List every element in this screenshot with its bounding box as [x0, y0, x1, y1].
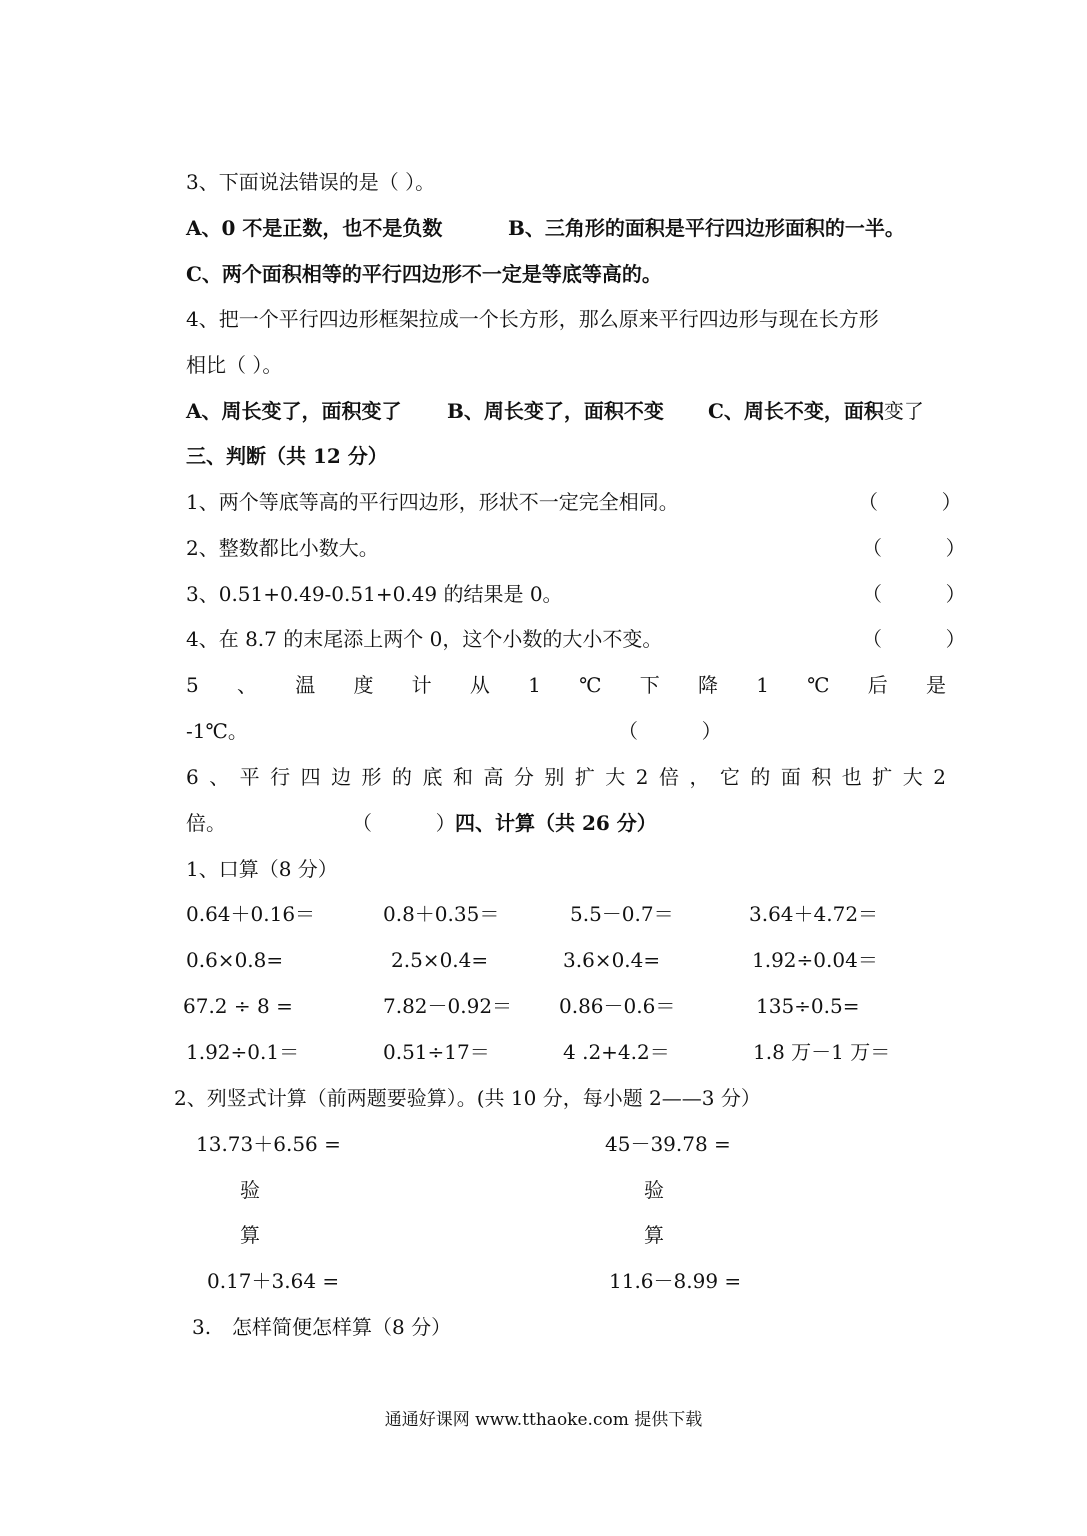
oral-cell: 3.6×0.4= — [563, 948, 661, 972]
q4-option-c-bold: C、周长不变，面积 — [708, 399, 884, 423]
judge-item-6-token: 2 — [635, 765, 649, 789]
judge-item-5-token: 、 — [236, 673, 257, 697]
judge-item-6-token: 大 — [605, 765, 626, 789]
judge-item-4-paren: （ ） — [862, 627, 966, 651]
judge-item-6-token: 行 — [270, 765, 291, 789]
judge-item-5-token: ℃ — [579, 673, 602, 697]
q4-stem-line2: 相比（ ）。 — [186, 353, 283, 377]
judge-item-6-token: 面 — [780, 765, 801, 789]
judge-item-6-token: 倍 — [658, 765, 679, 789]
oral-cell: 0.51÷17＝ — [383, 1040, 490, 1064]
judge-item-6-token: 的 — [392, 765, 413, 789]
oral-cell: 0.8＋0.35＝ — [383, 902, 500, 926]
judge-item-5-token: 5 — [186, 673, 199, 697]
judge-item-1-paren: （ ） — [858, 490, 962, 514]
oral-cell: 3.64＋4.72＝ — [749, 902, 879, 926]
vertical-left-2: 0.17＋3.64 = — [207, 1269, 340, 1293]
oral-cell: 1.92÷0.04＝ — [752, 948, 878, 972]
check-char-left-2: 算 — [240, 1223, 260, 1247]
q4-option-c — [708, 398, 924, 424]
oral-cell: 1.8 万－1 万＝ — [753, 1040, 891, 1064]
judge-item-4: 4、在 8.7 的末尾添上两个 0，这个小数的大小不变。 — [186, 627, 663, 651]
judge-item-1: 1、两个等底等高的平行四边形，形状不一定完全相同。 — [186, 490, 679, 514]
q4-option-c-tail: 变了 — [883, 399, 924, 423]
judge-item-6-token: 也 — [841, 765, 862, 789]
judge-item-5-token: 后 — [867, 673, 888, 697]
judge-item-3: 3、0.51+0.49-0.51+0.49 的结果是 0。 — [186, 582, 563, 606]
judge-item-5-token: 是 — [926, 673, 946, 697]
oral-cell: 0.6×0.8= — [186, 948, 284, 972]
judge-item-5-token: 1 — [528, 673, 541, 697]
page-footer: 通通好课网 www.tthaoke.com 提供下载 — [384, 1410, 703, 1430]
oral-title: 1、口算（8 分） — [186, 857, 338, 881]
q3-option-a: A、0 不是正数，也不是负数 — [186, 216, 443, 240]
judge-item-6-token: 6 — [186, 765, 199, 789]
judge-item-6-token: 、 — [209, 765, 230, 789]
judge-item-6-token: 积 — [811, 765, 832, 789]
judge-item-6-paren: （ ） — [352, 811, 456, 835]
judge-item-6-token: 扩 — [872, 765, 893, 789]
judge-item-5-token: 计 — [411, 673, 432, 697]
judge-item-5-token: 1 — [756, 673, 769, 697]
simplify-title: 怎样简便怎样算（8 分） — [232, 1315, 452, 1339]
judge-item-6-token: 底 — [422, 765, 443, 789]
section3-heading: 三、判断（共 12 分） — [186, 444, 388, 468]
judge-item-6-token: 2 — [933, 765, 946, 789]
judge-item-6-token: 分 — [513, 765, 534, 789]
q3-option-b: B、三角形的面积是平行四边形面积的一半。 — [508, 216, 905, 240]
q4-option-a: A、周长变了，面积变了 — [186, 399, 402, 423]
judge-item-6-token: 的 — [750, 765, 771, 789]
q4-option-b: B、周长变了，面积不变 — [447, 399, 664, 423]
judge-item-5-token: 从 — [469, 673, 490, 697]
judge-item-6-token: 四 — [300, 765, 321, 789]
q3-option-c: C、两个面积相等的平行四边形不一定是等底等高的。 — [186, 262, 662, 286]
check-char-left-1: 验 — [240, 1178, 260, 1202]
oral-cell: 7.82－0.92＝ — [383, 994, 513, 1018]
vertical-left-1: 13.73＋6.56 = — [196, 1132, 341, 1156]
judge-item-3-paren: （ ） — [862, 582, 966, 606]
judge-item-6-token: 别 — [544, 765, 565, 789]
judge-item-5-token: 度 — [353, 673, 374, 697]
judge-item-6-token: 大 — [902, 765, 923, 789]
check-char-right-1: 验 — [644, 1178, 664, 1202]
q4-stem-line1: 4、把一个平行四边形框架拉成一个长方形，那么原来平行四边形与现在长方形 — [186, 307, 879, 331]
judge-item-5-token: 降 — [697, 673, 718, 697]
judge-item-6-token: 边 — [331, 765, 352, 789]
judge-item-6-token: ， — [689, 765, 710, 789]
judge-item-5-paren: （ ） — [618, 719, 722, 743]
q3-stem: 3、下面说法错误的是（ ）。 — [186, 170, 436, 194]
judge-item-2-paren: （ ） — [862, 536, 966, 560]
judge-item-5-line2: -1℃。 — [186, 719, 248, 743]
judge-item-6-token: 和 — [452, 765, 473, 789]
section4-heading: 四、计算（共 26 分） — [455, 811, 657, 835]
vertical-title: 2、列竖式计算（前两题要验算）。(共 10 分，每小题 2——3 分） — [174, 1086, 761, 1110]
judge-item-6-token: 它 — [719, 765, 740, 789]
vertical-right-2: 11.6－8.99 = — [609, 1269, 742, 1293]
judge-item-5-token: ℃ — [807, 673, 830, 697]
judge-item-5-token: 下 — [639, 673, 660, 697]
oral-cell: 2.5×0.4= — [391, 948, 489, 972]
oral-cell: 135÷0.5= — [756, 994, 860, 1018]
simplify-number: 3. — [192, 1315, 212, 1339]
judge-item-6-line1 — [186, 764, 946, 790]
judge-item-5-token: 温 — [295, 673, 316, 697]
oral-cell: 0.64＋0.16＝ — [186, 902, 316, 926]
vertical-right-1: 45－39.78 = — [605, 1132, 731, 1156]
oral-cell: 67.2 ÷ 8 = — [183, 994, 293, 1018]
oral-cell: 4 .2+4.2＝ — [563, 1040, 670, 1064]
judge-item-6-token: 扩 — [574, 765, 595, 789]
oral-cell: 1.92÷0.1＝ — [186, 1040, 300, 1064]
judge-item-6-token: 高 — [483, 765, 504, 789]
oral-cell: 5.5－0.7＝ — [570, 902, 674, 926]
oral-cell: 0.86－0.6＝ — [559, 994, 676, 1018]
judge-item-6-line2: 倍。 — [186, 811, 226, 835]
judge-item-6-token: 形 — [361, 765, 382, 789]
judge-item-2: 2、整数都比小数大。 — [186, 536, 379, 560]
judge-item-5-line1 — [186, 672, 946, 698]
judge-item-6-token: 平 — [239, 765, 260, 789]
check-char-right-2: 算 — [644, 1223, 664, 1247]
